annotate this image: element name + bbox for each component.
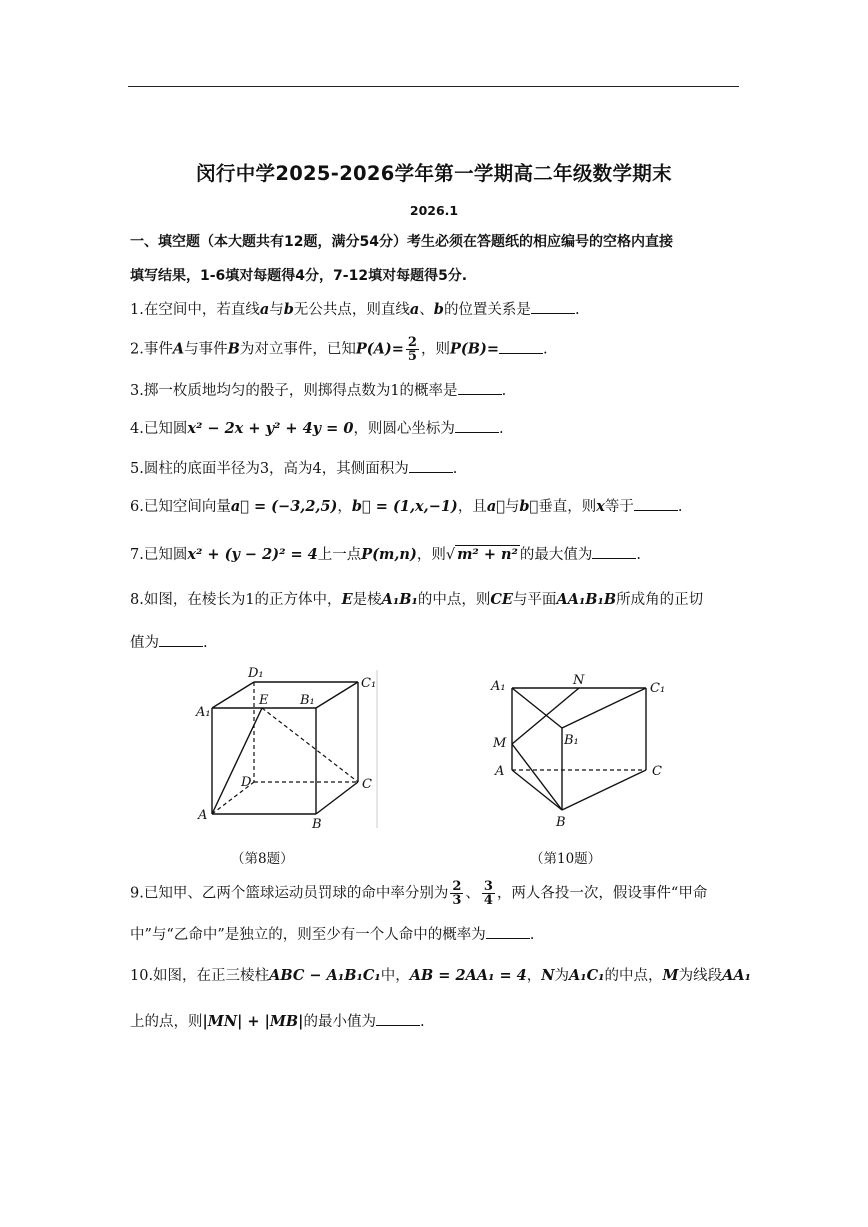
question-9-line1: 9.已知甲、乙两个篮球运动员罚球的命中率分别为 $\frac{2}{3}$ 、 $\frac{3}{4}$ ，两人各投一次，假设事件“甲命 (130, 879, 708, 908)
answer-blank[interactable] (159, 634, 203, 647)
cube-figure (192, 660, 392, 832)
question-10-line1: 10.如图，在正三棱柱ABC − A₁B₁C₁中，AB = 2AA₁ = 4，N为A₁C₁的中点，M为线段AA₁ (130, 967, 751, 984)
exam-title: 闵行中学2025-2026学年第一学期高二年级数学期末 (196, 162, 672, 185)
label-D1: D₁ (248, 666, 264, 681)
figure-10-caption: （第10题） (530, 851, 602, 867)
label-D: D (241, 775, 252, 790)
section-heading-line1: 一、填空题（本大题共有12题，满分54分）考生必须在答题纸的相应编号的空格内直接 (130, 234, 673, 250)
label-A1: A₁ (196, 705, 211, 720)
top-rule (128, 86, 739, 87)
prism-figure (486, 668, 676, 832)
label-B1: B₁ (564, 733, 579, 748)
question-5: 5.圆柱的底面半径为3，高为4，其侧面积为 . (130, 461, 458, 477)
answer-blank[interactable] (531, 301, 575, 314)
label-M: M (493, 736, 507, 751)
label-B1: B₁ (300, 693, 315, 708)
answer-blank[interactable] (499, 341, 543, 354)
label-E: E (259, 693, 269, 708)
section-heading-line2: 填写结果，1-6填对每题得4分，7-12填对每题得5分. (130, 268, 468, 284)
answer-blank[interactable] (455, 420, 499, 433)
fraction: $\frac{3}{4}$ (483, 879, 493, 908)
sqrt-sign: √ (445, 547, 456, 563)
label-C: C (362, 777, 372, 792)
fraction: $\frac{2}{3}$ (452, 879, 462, 908)
label-B: B (312, 817, 322, 832)
question-1: 1.在空间中，若直线a与b无公共点，则直线a、b的位置关系是 . (130, 301, 580, 318)
answer-blank[interactable] (486, 926, 530, 939)
question-8-line2: 值为 . (130, 635, 208, 651)
figure-8-caption: （第8题） (231, 851, 294, 867)
question-3: 3.掷一枚质地均匀的骰子，则掷得点数为1的概率是 . (130, 383, 507, 399)
exam-date: 2026.1 (409, 203, 459, 218)
label-N: N (573, 673, 585, 688)
label-A1: A₁ (491, 679, 506, 694)
fraction: $\frac{2}{5}$ (407, 335, 417, 364)
question-9-line2: 中”与“乙命中”是独立的，则至少有一个人命中的概率为 . (130, 927, 535, 943)
question-8-line1: 8.如图，在棱长为1的正方体中，E是棱A₁B₁的中点，则CE与平面AA₁B₁B所成角的正切 (130, 591, 704, 608)
question-6: 6.已知空间向量a⃗ = (−3,2,5)，b⃗ = (1,x,−1)，且a⃗与b⃗垂直，则x等于 . (130, 498, 683, 515)
question-4: 4.已知圆x² − 2x + y² + 4y = 0，则圆心坐标为 . (130, 420, 504, 437)
label-A: A (495, 764, 505, 779)
question-7: 7.已知圆x² + (y − 2)² = 4上一点P(m,n)，则√ m² + n² 的最大值为 . (130, 546, 642, 563)
question-2: 2.事件A与事件B为对立事件，已知P(A)= $\frac{2}{5}$ ，则P(B)= . (130, 335, 548, 364)
answer-blank[interactable] (376, 1013, 420, 1026)
label-B: B (556, 815, 566, 830)
question-10-line2: 上的点，则|MN| + |MB|的最小值为 . (130, 1013, 425, 1030)
answer-blank[interactable] (409, 460, 453, 473)
label-C1: C₁ (361, 676, 377, 691)
answer-blank[interactable] (634, 498, 678, 511)
label-A: A (198, 808, 208, 823)
label-C: C (652, 764, 662, 779)
answer-blank[interactable] (592, 546, 636, 559)
label-C1: C₁ (650, 681, 666, 696)
answer-blank[interactable] (458, 382, 502, 395)
